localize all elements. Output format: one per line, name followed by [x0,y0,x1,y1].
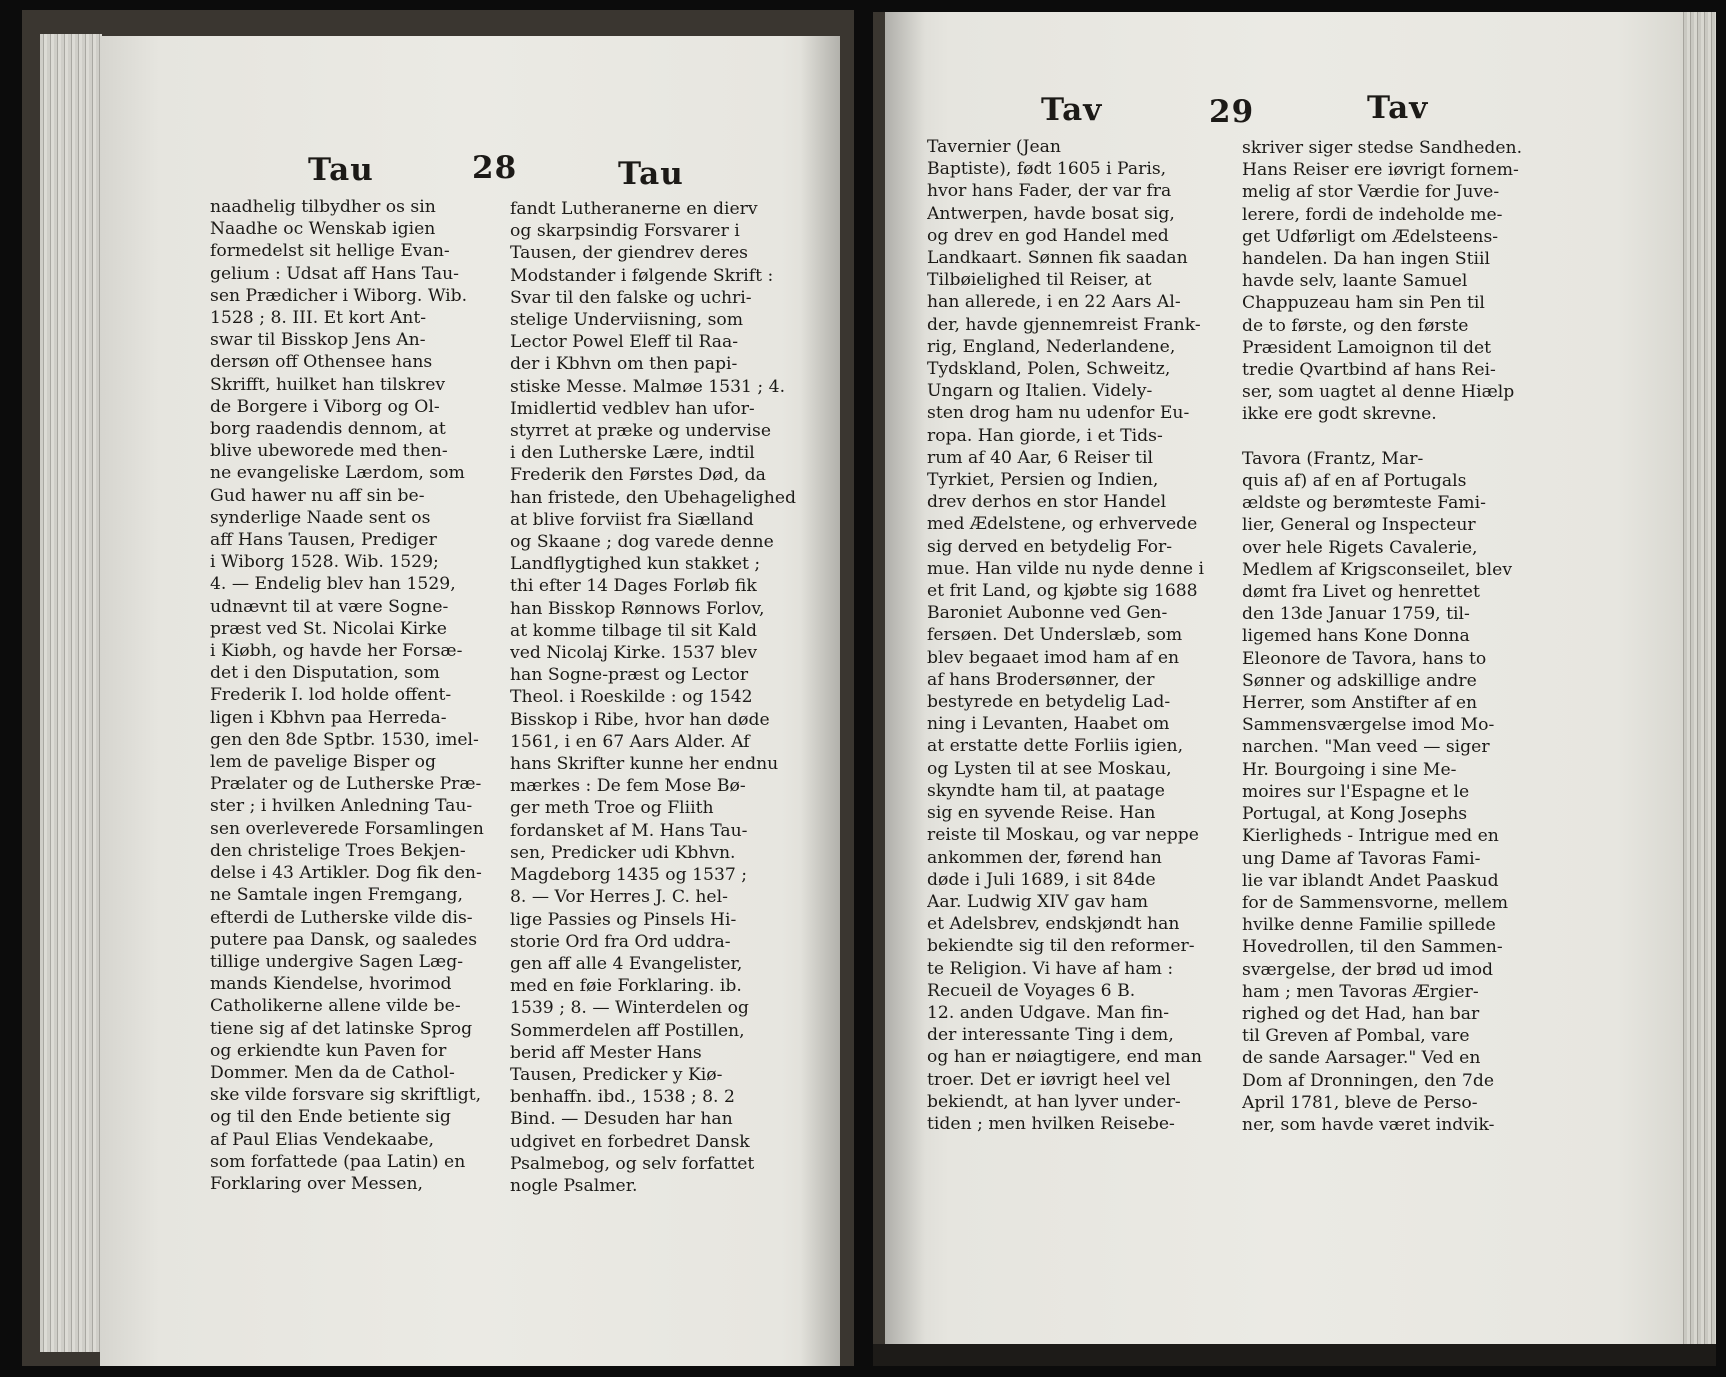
text-line: blev begaaet imod ham af en [927,647,1180,668]
text-line: Skrifft, huilket han tilskrev [210,374,446,395]
text-line: ligen i Kbhvn paa Herreda- [210,707,447,728]
text-line: af hans Brodersønner, der [927,669,1155,690]
text-line: Prælater og de Lutherske Præ- [210,774,482,795]
text-line: han Bisskop Rønnows Forlov, [510,598,765,619]
text-line: sen overleverede Forsamlingen [210,818,484,839]
left-scan [22,10,854,1366]
text-line: Ungarn og Italien. Videly- [927,381,1153,402]
text-line: ikke ere godt skrevne. [1242,404,1437,425]
text-line: og skarpsindig Forsvarer i [510,221,740,242]
text-line: blive ubeworede med then- [210,441,448,462]
text-line: quis af) af en af Portugals [1242,471,1467,492]
text-line: stiske Messe. Malmøe 1531 ; 4. [510,376,786,397]
text-line: han fristede, den Ubehagelighed [510,487,797,508]
text-line: som forfattede (paa Latin) en [210,1151,466,1172]
text-line: sten drog ham nu udenfor Eu- [927,403,1190,424]
text-line: at erstatte dette Forliis igien, [927,736,1184,757]
text-line: skriver siger stedse Sandheden. [1242,138,1523,158]
scan-bottom-border [873,1344,1716,1366]
text-line: Theol. i Roeskilde : og 1542 [510,687,753,708]
text-line: ner, som havde været indvik- [1242,1114,1495,1135]
text-line: ankommen der, førend han [927,847,1162,868]
text-line: formedelst sit hellige Evan- [210,241,450,262]
text-line: bekiendte sig til den reformer- [927,936,1195,957]
text-line: bestyrede en betydelig Lad- [927,692,1171,713]
text-line [1242,426,1542,448]
text-line: aff Hans Tausen, Prediger [210,530,437,551]
text-line: putere paa Dansk, og saaledes [210,929,478,950]
text-line: bekiendt, at han lyver under- [927,1091,1181,1112]
text-line: tredie Qvartbind af hans Rei- [1242,360,1496,381]
text-line: Modstander i følgende Skrift : [510,265,774,286]
text-line: hvilke denne Familie spillede [1242,915,1496,936]
text-line: fersøen. Det Underslæb, som [927,625,1183,646]
text-line: 12. anden Udgave. Man fin- [927,1002,1170,1023]
text-line: ne Samtale ingen Fremgang, [210,885,463,906]
text-line: Tydskland, Polen, Schweitz, [927,359,1171,380]
text-line: Gud hawer nu aff sin be- [210,485,425,506]
text-line: Imidlertid vedblev han ufor- [510,398,755,419]
text-line: styrret at præke og undervise [510,421,771,442]
text-line: han Sogne-præst og Lector [510,665,749,686]
text-line: rum af 40 Aar, 6 Reiser til [927,447,1153,468]
text-line: sig derved en betydelig For- [927,536,1173,557]
left-page [100,36,840,1366]
text-line: Medlem af Krigsconseilet, blev [1242,559,1513,580]
text-line: Recueil de Voyages 6 B. [927,980,1136,1001]
text-line: troer. Det er iøvrigt heel vel [927,1069,1171,1090]
text-line: 4. — Endelig blev han 1529, [210,574,456,595]
text-line: Tavora (Frantz, Mar- [1242,448,1424,469]
page-stack-edges [40,34,102,1352]
text-line: udgivet en forbedret Dansk [510,1131,750,1152]
text-line: mærkes : De fem Mose Bø- [510,776,746,797]
text-line: Tausen, der giendrev deres [510,243,748,264]
text-line: swar til Bisskop Jens An- [210,330,426,351]
text-line: Baptiste), født 1605 i Paris, [927,159,1167,180]
text-line: af Paul Elias Vendekaabe, [210,1129,435,1150]
text-line: fordansket af M. Hans Tau- [510,820,748,841]
text-line: Hans Reiser ere iøvrigt fornem- [1242,160,1519,181]
text-line: sen, Predicker udi Kbhvn. [510,842,736,863]
text-line: mue. Han vilde nu nyde denne i [927,558,1205,579]
text-line: stelige Underviisning, som [510,310,744,331]
text-line: Bisskop i Ribe, hvor han døde [510,709,770,730]
text-line: Herrer, som Anstifter af en [1242,693,1478,714]
text-line: Naadhe oc Wenskab igien [210,219,436,240]
text-line: et frit Land, og kjøbte sig 1688 [927,581,1198,602]
text-line: i Wiborg 1528. Wib. 1529; [210,552,439,573]
text-line: Lector Powel Eleff til Raa- [510,332,739,353]
right-page [885,12,1681,1346]
text-line: de Borgere i Viborg og Ol- [210,396,440,417]
text-line: April 1781, bleve de Perso- [1242,1092,1478,1113]
text-line: han allerede, i en 22 Aars Al- [927,292,1181,313]
text-line: righed og det Had, han bar [1242,1003,1480,1024]
text-line: med en føie Forklaring. ib. [510,976,742,997]
text-line: 8. — Vor Herres J. C. hel- [510,887,728,908]
text-line: delse i 43 Artikler. Dog fik den- [210,863,482,884]
spine-shadow [800,36,840,1366]
text-line: Tausen, Predicker y Kiø- [510,1064,723,1085]
right-page-column-a [927,136,1227,1135]
text-line: havde selv, laante Samuel [1242,271,1468,292]
text-line: over hele Rigets Cavalerie, [1242,537,1478,558]
text-line: Præsident Lamoignon til det [1242,337,1492,358]
text-line: storie Ord fra Ord uddra- [510,931,731,952]
text-line: Forklaring over Messen, [210,1173,423,1194]
text-line: efterdi de Lutherske vilde dis- [210,907,473,928]
text-line: melig af stor Værdie for Juve- [1242,182,1500,203]
text-line: de sande Aarsager." Ved en [1242,1048,1481,1069]
right-page-column-b [1242,137,1542,1136]
text-line: at blive forviist fra Siælland [510,509,754,530]
text-line: lie var iblandt Andet Paaskud [1242,870,1499,891]
left-page-column-b [510,198,802,1197]
text-line: ster ; i hvilken Anledning Tau- [210,796,473,817]
left-page-column-a [210,196,500,1195]
text-line: og til den Ende betiente sig [210,1107,451,1128]
text-line: ne evangeliske Lærdom, som [210,463,465,484]
text-line: mands Kiendelse, hvorimod [210,974,452,995]
text-line: 1561, i en 67 Aars Alder. Af [510,731,750,752]
text-line: Portugal, at Kong Josephs [1242,804,1468,825]
text-line: Eleonore de Tavora, hans to [1242,648,1487,669]
text-line: nogle Psalmer. [510,1175,638,1196]
text-line: dømt fra Livet og henrettet [1242,582,1480,603]
right-page-running-head-left: Tav [1041,92,1103,128]
text-line: døde i Juli 1689, i sit 84de [927,869,1156,890]
left-page-running-head-right: Tau [618,156,684,192]
text-line: sig en syvende Reise. Han [927,803,1156,824]
text-line: get Udførligt om Ædelsteens- [1242,226,1499,247]
text-line: sen Prædicher i Wiborg. Wib. [210,285,468,306]
text-line: Hr. Bourgoing i sine Me- [1242,759,1457,780]
text-line: til Greven af Pombal, vare [1242,1026,1470,1047]
text-line: og han er nøiagtigere, end man [927,1047,1202,1068]
spine-shadow [885,12,925,1346]
text-line: lerere, fordi de indeholde me- [1242,204,1503,225]
text-line: og erkiendte kun Paven for [210,1040,447,1061]
text-line: ske vilde forsvare sig skriftligt, [210,1085,482,1106]
text-line: moires sur l'Espagne et le [1242,781,1470,802]
text-line: gelium : Udsat aff Hans Tau- [210,263,459,284]
text-line: Tyrkiet, Persien og Indien, [927,470,1159,491]
text-line: Hovedrollen, til den Sammen- [1242,937,1503,958]
text-line: fandt Lutheranerne en dierv [510,199,758,219]
text-line: udnævnt til at være Sogne- [210,596,449,617]
text-line: ser, som uagtet al denne Hiælp [1242,382,1515,403]
text-line: Landflygtighed kun stakket ; [510,554,761,575]
text-line: gen aff alle 4 Evangelister, [510,953,743,974]
right-scan [873,12,1716,1366]
text-line: drev derhos en stor Handel [927,492,1167,513]
left-page-number: 28 [472,150,518,186]
text-line: ham ; men Tavoras Ærgier- [1242,981,1479,1002]
text-line: Dom af Dronningen, den 7de [1242,1070,1494,1091]
text-line: den 13de Januar 1759, til- [1242,604,1470,625]
text-line: tillige undergive Sagen Læg- [210,951,464,972]
text-line: Bind. — Desuden har han [510,1109,733,1130]
text-line: Frederik den Førstes Død, da [510,465,766,486]
text-line: de to første, og den første [1242,315,1469,336]
text-line: det i den Disputation, som [210,663,440,684]
text-line: Kierligheds - Intrigue med en [1242,826,1499,847]
text-line: et Adelsbrev, endskjøndt han [927,914,1180,935]
text-line: at komme tilbage til sit Kald [510,620,758,641]
text-line: 1539 ; 8. — Winterdelen og [510,998,749,1019]
text-line: borg raadendis dennom, at [210,419,446,440]
right-page-number: 29 [1209,94,1255,130]
text-line: benhaffn. ibd., 1538 ; 8. 2 [510,1087,735,1108]
text-line: der interessante Ting i dem, [927,1025,1174,1046]
text-line: tiden ; men hvilken Reisebe- [927,1113,1175,1134]
text-line: ældste og berømteste Fami- [1242,493,1486,514]
text-line: i Kiøbh, og havde her Forsæ- [210,641,463,662]
text-line: dersøn off Othensee hans [210,352,433,373]
text-line: Aar. Ludwig XIV gav ham [927,891,1149,912]
text-line: Tilbøielighed til Reiser, at [927,270,1152,291]
text-line: og drev en god Handel med [927,225,1169,246]
text-line: ropa. Han giorde, i et Tids- [927,425,1163,446]
page-stack-edges [1680,12,1716,1346]
text-line: tiene sig af det latinske Sprog [210,1018,473,1039]
text-line: ger meth Troe og Fliith [510,798,714,819]
text-line: Baroniet Aubonne ved Gen- [927,603,1168,624]
text-line: for de Sammensvorne, mellem [1242,892,1509,913]
text-line: Chappuzeau ham sin Pen til [1242,293,1485,314]
text-line: lem de pavelige Bisper og [210,752,436,773]
text-line: ved Nicolaj Kirke. 1537 blev [510,643,758,664]
text-line: hvor hans Fader, der var fra [927,181,1172,202]
text-line: Sønner og adskillige andre [1242,670,1477,691]
text-line: med Ædelstene, og erhvervede [927,514,1198,535]
text-line: Landkaart. Sønnen fik saadan [927,248,1188,269]
text-line: Magdeborg 1435 og 1537 ; [510,865,748,886]
text-line: te Religion. Vi have af ham : [927,958,1174,979]
left-page-running-head-left: Tau [308,152,374,188]
text-line: i den Lutherske Lære, indtil [510,443,755,464]
text-line: narchen. "Man veed — siger [1242,737,1490,758]
text-line: Antwerpen, havde bosat sig, [927,203,1175,224]
text-line: Frederik I. lod holde offent- [210,685,452,706]
text-line: berid aff Mester Hans [510,1042,702,1063]
text-line: Dommer. Men da de Cathol- [210,1062,455,1083]
text-line: Catholikerne allene vilde be- [210,996,461,1017]
text-line: rig, England, Nederlandene, [927,336,1176,357]
text-line: og Skaane ; dog varede denne [510,532,774,553]
text-line: Psalmebog, og selv forfattet [510,1153,755,1174]
text-line: thi efter 14 Dages Forløb fik [510,576,757,597]
text-line: hans Skrifter kunne her endnu [510,754,779,775]
text-line: sværgelse, der brød ud imod [1242,959,1494,980]
text-line: gen den 8de Sptbr. 1530, imel- [210,729,479,750]
right-page-running-head-right: Tav [1367,90,1429,126]
text-line: Sammensværgelse imod Mo- [1242,715,1495,736]
text-line: præst ved St. Nicolai Kirke [210,618,447,639]
text-line: og Lysten til at see Moskau, [927,758,1172,779]
text-line: ligemed hans Kone Donna [1242,626,1470,647]
text-line: ning i Levanten, Haabet om [927,714,1170,735]
text-line: ung Dame af Tavoras Fami- [1242,848,1481,869]
text-line: handelen. Da han ingen Stiil [1242,249,1491,270]
text-line: Tavernier (Jean [927,137,1061,157]
text-line: skyndte ham til, at paatage [927,780,1165,801]
text-line: 1528 ; 8. III. Et kort Ant- [210,308,427,329]
text-line: den christelige Troes Bekjen- [210,840,466,861]
text-line: Sommerdelen aff Postillen, [510,1020,745,1041]
text-line: der i Kbhvn om then papi- [510,354,738,375]
text-line: Svar til den falske og uchri- [510,287,752,308]
text-line: der, havde gjennemreist Frank- [927,314,1201,335]
text-line: naadhelig tilbydher os sin [210,197,436,217]
text-line: reiste til Moskau, og var neppe [927,825,1199,846]
text-line: lier, General og Inspecteur [1242,515,1476,536]
text-line: lige Passies og Pinsels Hi- [510,909,737,930]
text-line: synderlige Naade sent os [210,507,431,528]
